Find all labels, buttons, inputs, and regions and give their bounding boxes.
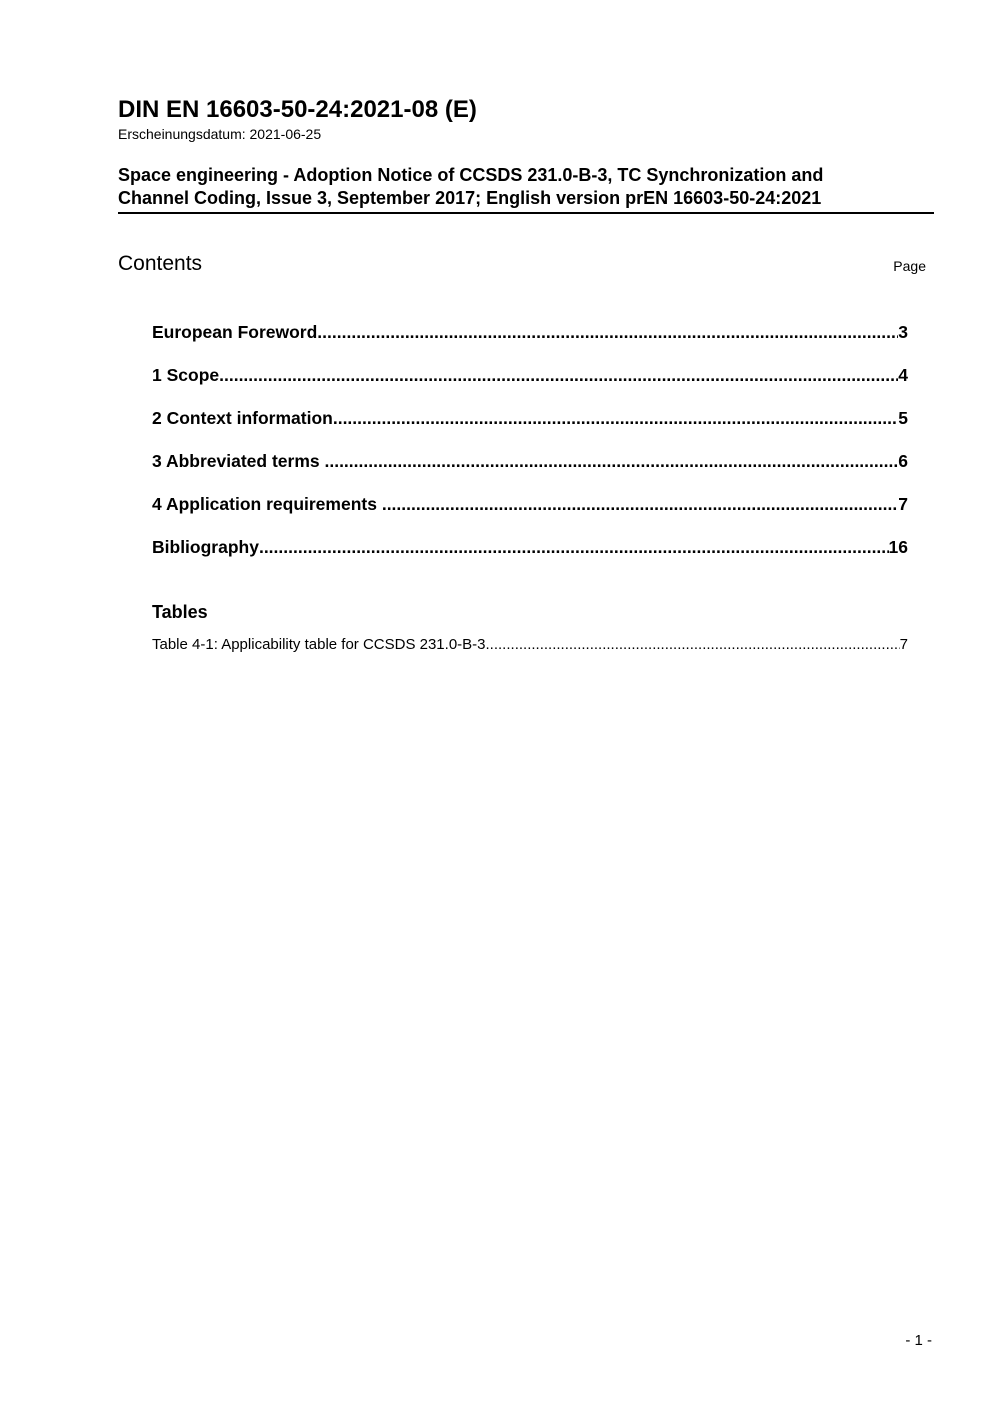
toc-entry-label: 1 Scope [152,365,220,385]
toc-entry-page: 6 [898,451,908,471]
subtitle-line-2: Channel Coding, Issue 3, September 2017; English version prEN 16603-50-24:2021 [118,188,822,208]
toc-entry-context-information[interactable] [152,406,908,449]
publication-date: Erscheinungsdatum: 2021-06-25 [118,126,322,142]
toc-entry-european-foreword[interactable] [152,320,908,363]
toc-entry-label: European Foreword [152,322,318,342]
dot-leader [317,320,898,344]
subtitle-line-1: Space engineering - Adoption Notice of CCSDS 231.0-B-3, TC Synchronization and [118,165,824,185]
contents-heading: Contents [118,252,203,275]
dot-leader [219,363,898,387]
tables-heading: Tables [152,602,208,622]
toc-entry-page: 5 [898,408,908,428]
toc-entry-bibliography[interactable] [152,535,908,578]
table-entry-table-4-1[interactable] [152,634,908,656]
toc-entry-label: 4 Application requirements [152,494,382,514]
toc-entry-label: 2 Context information [152,408,333,428]
table-of-contents [152,320,908,578]
toc-entry-scope[interactable] [152,363,908,406]
dot-leader [324,449,898,473]
dot-leader [259,535,889,559]
toc-entry-label: Bibliography [152,537,259,557]
table-entry-page: 7 [899,636,908,653]
toc-entry-application-requirements[interactable] [152,492,908,535]
toc-entry-label: 3 Abbreviated terms [152,451,325,471]
toc-entry-page: 16 [888,537,908,557]
list-of-tables [152,634,908,656]
dot-leader [382,492,898,516]
toc-entry-page: 4 [898,365,908,385]
page-column-label: Page [893,258,926,274]
document-subtitle [118,164,934,214]
table-entry-label: Table 4-1: Applicability table for CCSDS 231.0-B-3 [152,636,486,653]
document-title: DIN EN 16603-50-24:2021-08 (E) [118,96,477,123]
toc-entry-page: 7 [898,494,908,514]
page-number: - 1 - [905,1332,932,1349]
dot-leader [333,406,898,430]
dot-leader [486,634,900,656]
toc-entry-abbreviated-terms[interactable] [152,449,908,492]
toc-entry-page: 3 [898,322,908,342]
